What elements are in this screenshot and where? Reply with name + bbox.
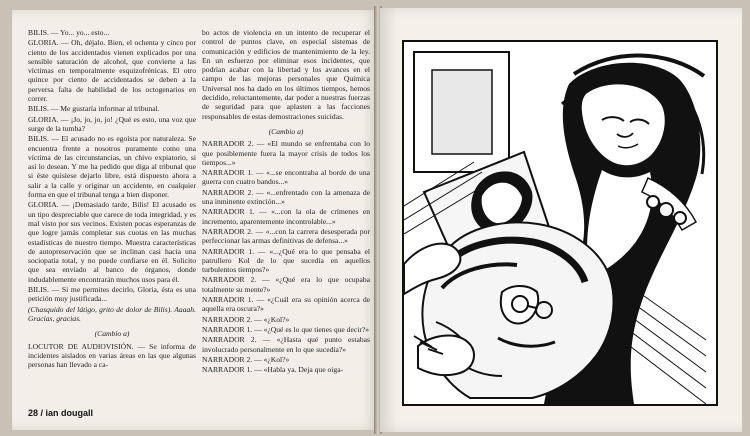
paragraph: NARRADOR 2. — «¿Kol?» <box>202 314 290 324</box>
left-column-1 <box>28 28 196 370</box>
scene-change: (Cambio a) <box>268 126 304 136</box>
paragraph: NARRADOR 2. — «¿Hasta qué punto estabas involucrado personalmente en lo que sucedía?» <box>202 335 370 354</box>
paragraph: BILIS. — El acusado no es egoísta por naturaleza. Se encuentra frente a nosotros puramente como una víctima de las circunstancias, un chivo expiatorio, si así lo desean. Y me ha pedido que diga al tribunal que si éste quisiese dejarlo libre, está dispuesto ahora a salir a la calle y originar un accidente, en cualquier forma en que el tribunal tenga a bien disponer. <box>28 134 196 200</box>
left-page <box>12 10 376 430</box>
paragraph: BILIS. — Me gustaría informar al tribunal. <box>28 104 160 114</box>
paragraph: NARRADOR 2. — «...enfrentado con la amenaza de una inminente extinción...» <box>202 187 370 207</box>
stage-direction: (Chasquido del látigo, grito de dolor de Bilis). Aaaah. Gracias, gracias. <box>28 304 196 323</box>
page-footer: 28 / ian dougall <box>28 408 94 418</box>
paragraph: NARRADOR 2. — «...con la carrera desesperada por perfeccionar las armas definitivas de defensa...» <box>202 226 370 246</box>
paragraph: NARRADOR 2. — «El mundo se enfrentaba con lo que posiblemente fuera la mayor crisis de todos los tiempos...» <box>202 139 370 167</box>
paragraph: LOCUTOR DE AUDIOVISIÓN. — Se informa de incidentes aislados en varias áreas en las que algunas personas han llevado a ca- <box>28 341 196 370</box>
scene-change: (Cambio a) <box>94 329 130 339</box>
paragraph: GLORIA. — ¡Jo, jo, jo, jo! ¿Qué es esto, una voz que surge de la tumba? <box>28 114 196 133</box>
paragraph: NARRADOR 1. — «...¿Qué era lo que pensaba el patrullero Kol de lo que sucedía en aquellos turbulentos tiempos?» <box>202 246 370 275</box>
paragraph: NARRADOR 2. — «¿Qué era lo que ocupaba totalmente su mente?» <box>202 275 370 294</box>
paragraph: NARRADOR 1. — «¿Cuál era su opinión acerca de aquella era oscura?» <box>202 295 370 314</box>
paragraph: bo actos de violencia en un intento de recuperar el control de puntos clave, en especial sistemas de comunicación y edificios de mantenimiento de la ley. En un esfuerzo por eliminar esos incidentes, que podrían acabar con la libertad y los avances en el campo de las mejoras personales que Química Universal nos ha dado en los últimos tiempos, hemos decidido, reluctantemente, dar poder a nuestras fuerzas de seguridad para que aplasten a las facciones responsables de estas demostraciones suicidas. <box>202 28 370 121</box>
comic-illustration <box>402 40 718 406</box>
paragraph: GLORIA. — Oh, déjalo. Bien, el ochenta y cinco por ciento de los accidentados vienen explicados por una sensible saturación de alcohol, que convierte a las víctimas en temporalmente esquizofrénicas. El otro quince por ciento de accidentados se deben a la perversa falta de habilidad de los octogenarios en correr. <box>28 38 196 104</box>
paragraph: NARRADOR 1. — «...se encontraba al borde de una guerra con cuatro bandos...» <box>202 168 370 187</box>
paragraph: NARRADOR 1. — «¿Qué es lo que tienes que decir?» <box>202 324 370 334</box>
left-column-2 <box>202 28 370 375</box>
paragraph: NARRADOR 1. — «Habla ya. Deja que oiga- <box>202 365 344 375</box>
illustration-svg <box>404 42 716 404</box>
paragraph: NARRADOR 2. — «¿Kol?» <box>202 354 290 364</box>
paragraph: BILIS. — Si me permites decirlo, Gloria, ésta es una petición muy justificada... <box>28 285 196 304</box>
right-page <box>380 8 742 432</box>
paragraph: GLORIA. — ¡Demasiado tarde, Bilis! El acusado es un tipo despreciable que carece de toda integridad, y es mal visto por sus vecinos. Existen pocas esperanzas de que logre jamás completar sus cuotas en las muchas estadísticas de nuestro tiempo. Muestra características de autopreservación que se inclinan casi hacia una sociopatía total, y no puede confiarse en él. Solicito que sea enviado al banco de órganos, donde indudablemente encontrarán muchos usos para él. <box>28 200 196 284</box>
paragraph: BILIS. — Yo... yo... esto... <box>28 28 110 37</box>
paragraph: NARRADOR 1. — «...con la ola de crímenes en incremento, aparentemente incontrolable...» <box>202 207 370 226</box>
